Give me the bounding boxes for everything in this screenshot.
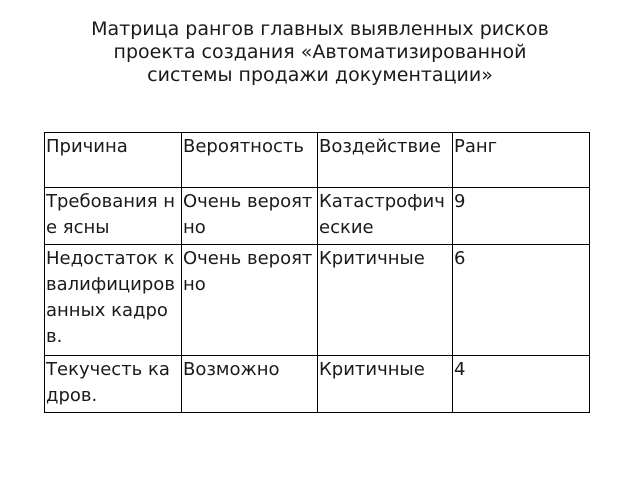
title-line-1: Матрица рангов главных выявленных рисков: [91, 18, 549, 40]
cell-impact: Критичные: [318, 356, 453, 413]
cell-cause: Недостаток квалифицированных кадров.: [45, 245, 182, 356]
header-probability: Вероятность: [182, 133, 318, 188]
cell-rank: 4: [453, 356, 590, 413]
cell-impact: Критичные: [318, 245, 453, 356]
cell-rank: 6: [453, 245, 590, 356]
title-line-3: системы продажи документации»: [147, 64, 493, 86]
header-cause: Причина: [45, 133, 182, 188]
cell-probability: Очень вероятно: [182, 188, 318, 245]
cell-impact: Катастрофические: [318, 188, 453, 245]
cell-probability: Очень вероятно: [182, 245, 318, 356]
cell-cause: Текучесть кадров.: [45, 356, 182, 413]
header-rank: Ранг: [453, 133, 590, 188]
risk-rank-matrix-table: [44, 132, 590, 413]
header-impact: Воздействие: [318, 133, 453, 188]
table-row: [45, 356, 590, 413]
table-header-row: [45, 133, 590, 188]
cell-probability: Возможно: [182, 356, 318, 413]
document-title: [40, 18, 600, 87]
table-row: [45, 188, 590, 245]
table-row: [45, 245, 590, 356]
title-line-2: проекта создания «Автоматизированной: [113, 41, 527, 63]
cell-cause: Требования не ясны: [45, 188, 182, 245]
cell-rank: 9: [453, 188, 590, 245]
